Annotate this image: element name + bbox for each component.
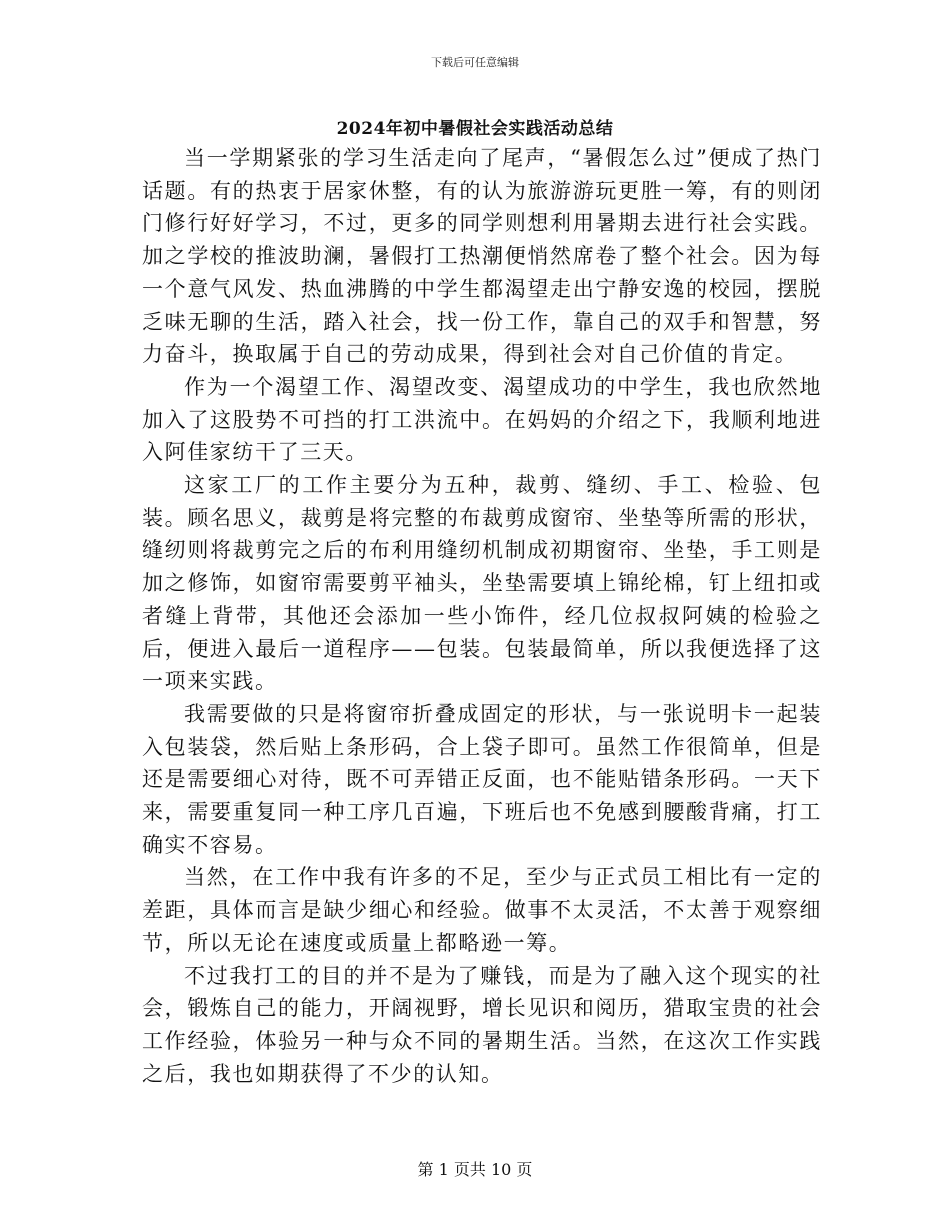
paragraph-5: 当然，在工作中我有许多的不足，至少与正式员工相比有一定的差距，具体而言是缺少细心和经验。做事不太灵活，不太善于观察细节，所以无论在速度或质量上都略逊一筹。 — [142, 865, 822, 955]
paragraph-4: 我需要做的只是将窗帘折叠成固定的形状，与一张说明卡一起装入包装袋，然后贴上条形码，合上袋子即可。虽然工作很简单，但是还是需要细心对待，既不可弄错正反面，也不能贴错条形码。一天下来，需要重复同一种工序几百遍，下班后也不免感到腰酸背痛，打工确实不容易。 — [142, 701, 822, 857]
paragraph-6: 不过我打工的目的并不是为了赚钱，而是为了融入这个现实的社会，锻炼自己的能力，开阔视野，增长见识和阅历，猎取宝贵的社会工作经验，体验另一种与众不同的暑期生活。当然，在这次工作实践之后，我也如期获得了不少的认知。 — [142, 963, 822, 1086]
document-title: 2024年初中暑假社会实践活动总结 — [336, 119, 614, 139]
paragraph-1: 当一学期紧张的学习生活走向了尾声，“暑假怎么过”便成了热门话题。有的热衷于居家休整，有的认为旅游游玩更胜一筹，有的则闭门修行好好学习，不过，更多的同学则想利用暑期去进行社会实践。加之学校的推波助澜，暑假打工热潮便悄然席卷了整个社会。因为每一个意气风发、热血沸腾的中学生都渴望走出宁静安逸的校园，摆脱乏味无聊的生活，踏入社会，找一份工作，靠自己的双手和智慧，努力奋斗，换取属于自己的劳动成果，得到社会对自己价值的肯定。 — [142, 146, 822, 367]
page-number-footer: 第 1 页共 10 页 — [417, 1160, 533, 1179]
page-header-note: 下载后可任意编辑 — [431, 56, 519, 69]
paragraph-2: 作为一个渴望工作、渴望改变、渴望成功的中学生，我也欣然地加入了这股势不可挡的打工洪流中。在妈妈的介绍之下，我顺利地进入阿佳家纺干了三天。 — [142, 374, 822, 465]
document-body — [142, 142, 822, 1090]
paragraph-3: 这家工厂的工作主要分为五种，裁剪、缝纫、手工、检验、包装。顾名思义，裁剪是将完整的布裁剪成窗帘、坐垫等所需的形状，缝纫则将裁剪完之后的布利用缝纫机制成初期窗帘、坐垫，手工则是加之修饰，如窗帘需要剪平袖头，坐垫需要填上锦纶棉，钉上纽扣或者缝上背带，其他还会添加一些小饰件，经几位叔叔阿姨的检验之后，便进入最后一道程序——包装。包装最简单，所以我便选择了这一项来实践。 — [142, 473, 822, 694]
